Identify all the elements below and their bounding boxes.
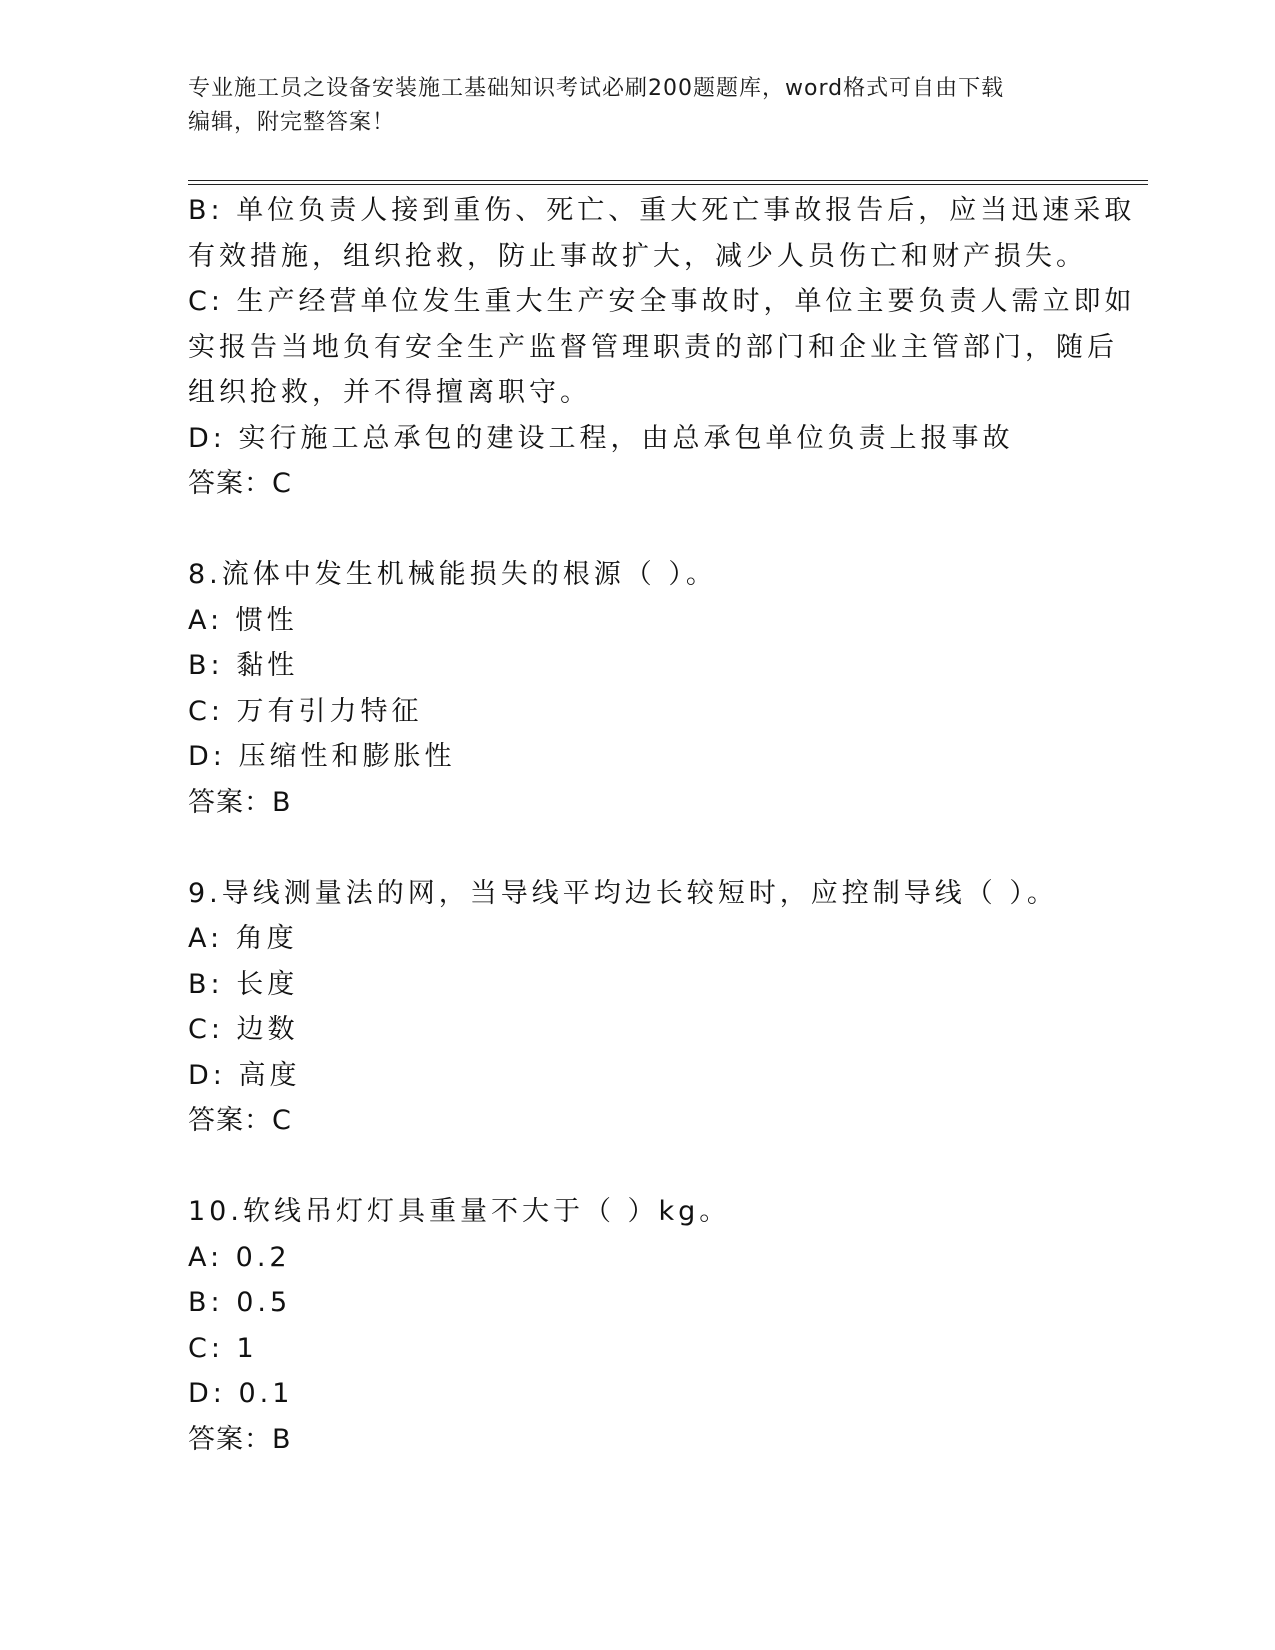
- question-stem: 10.软线吊灯灯具重量不大于（ ）kg。: [188, 1196, 731, 1227]
- question-7-tail: [188, 188, 1136, 507]
- answer-line: 答案：B: [188, 1423, 292, 1455]
- option-c-line-cont-2: 组织抢救，并不得擅离职守。: [188, 377, 591, 408]
- option-b-line: B: 长度: [188, 968, 299, 1000]
- option-c-line: C: 1: [188, 1332, 258, 1364]
- option-d-line: D: 压缩性和膨胀性: [188, 741, 456, 772]
- header-title-line-1: 专业施工员之设备安装施工基础知识考试必刷200题题库，word格式可自由下载: [188, 76, 1005, 101]
- question-10: [188, 1189, 1088, 1462]
- option-d-line: D: 实行施工总承包的建设工程，由总承包单位负责上报事故: [188, 422, 1014, 454]
- option-c-line: C: 生产经营单位发生重大生产安全事故时，单位主要负责人需立即如: [188, 286, 1136, 317]
- question-stem: 9.导线测量法的网，当导线平均边长较短时，应控制导线（ ）。: [188, 877, 1058, 909]
- option-c-line: C: 边数: [188, 1014, 299, 1045]
- document-header: [188, 72, 1088, 140]
- question-stem: 8.流体中发生机械能损失的根源（ ）。: [188, 559, 717, 590]
- option-c-line: C: 万有引力特征: [188, 695, 423, 727]
- option-a-line: A: 0.2: [188, 1241, 291, 1273]
- header-divider-bottom: [188, 184, 1148, 185]
- answer-line: 答案：C: [188, 1105, 292, 1136]
- option-b-line: B: 0.5: [188, 1287, 292, 1318]
- spacer: [188, 825, 1088, 871]
- document-body: [188, 188, 1136, 1462]
- question-8: [188, 552, 1088, 825]
- question-9: [188, 871, 1088, 1144]
- spacer: [188, 507, 1088, 553]
- header-divider-top: [188, 180, 1148, 181]
- option-a-line: A: 惯性: [188, 604, 298, 636]
- spacer: [188, 1144, 1088, 1190]
- option-b-line: B: 单位负责人接到重伤、死亡、重大死亡事故报告后，应当迅速采取: [188, 195, 1136, 226]
- option-d-line: D: 0.1: [188, 1378, 294, 1409]
- option-d-line: D: 高度: [188, 1059, 301, 1091]
- answer-line: 答案：B: [188, 786, 292, 818]
- option-b-line-cont: 有效措施，组织抢救，防止事故扩大，减少人员伤亡和财产损失。: [188, 240, 1087, 272]
- option-a-line: A: 角度: [188, 923, 298, 954]
- header-title-line-2: 编辑，附完整答案！: [188, 110, 396, 135]
- option-b-line: B: 黏性: [188, 650, 299, 681]
- answer-line: 答案：C: [188, 468, 292, 499]
- option-c-line-cont: 实报告当地负有安全生产监督管理职责的部门和企业主管部门，随后: [188, 331, 1118, 363]
